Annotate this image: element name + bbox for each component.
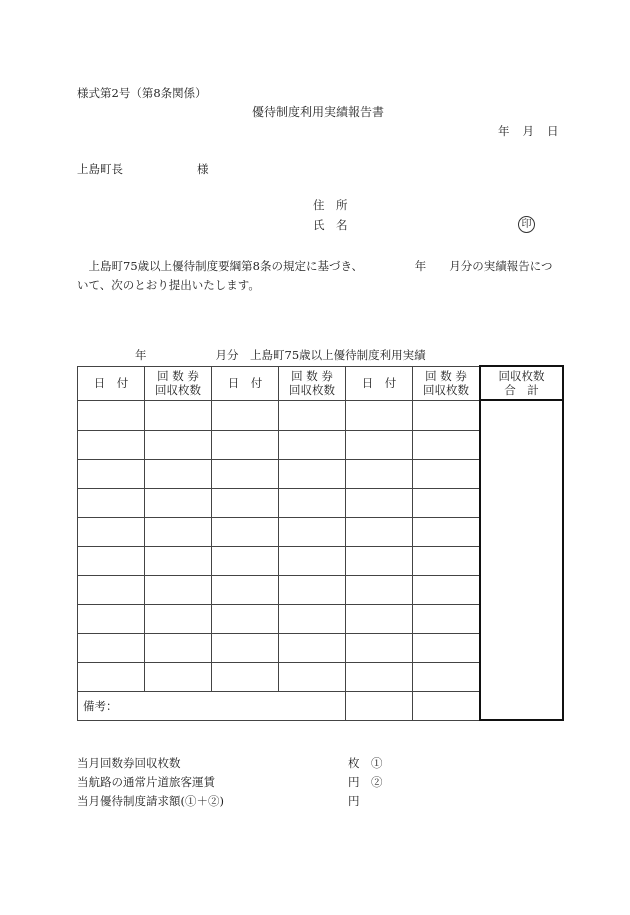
cell-count[interactable] <box>279 662 346 691</box>
report-date <box>498 123 559 139</box>
body-paragraph <box>77 257 559 295</box>
date-month: 月 <box>522 124 534 138</box>
cell-date[interactable] <box>78 459 145 488</box>
header-date-2: 日 付 <box>212 366 279 400</box>
cell-date[interactable] <box>346 633 413 662</box>
cell-date[interactable] <box>78 546 145 575</box>
header-collected-2-l1: 回 数 券 <box>291 369 333 383</box>
cell-date[interactable] <box>78 517 145 546</box>
table-row <box>78 400 564 430</box>
summary-value-claim <box>348 793 360 809</box>
header-total-l1: 回収枚数 <box>498 369 545 383</box>
total-cell[interactable] <box>480 400 563 720</box>
cell-date[interactable] <box>346 604 413 633</box>
cell-count[interactable] <box>279 430 346 459</box>
cell-date[interactable] <box>346 517 413 546</box>
cell-date[interactable] <box>212 633 279 662</box>
cell-count[interactable] <box>145 546 212 575</box>
cell-date[interactable] <box>212 604 279 633</box>
cell-count[interactable] <box>145 459 212 488</box>
summary-value-tickets <box>348 755 383 771</box>
cell-count[interactable] <box>413 459 481 488</box>
cell-count[interactable] <box>413 575 481 604</box>
remarks-label: 備考： <box>83 698 118 713</box>
table-caption: 年 月分 上島町75歳以上優待制度利用実績 <box>135 348 426 362</box>
header-collected-1 <box>145 366 212 400</box>
document-title: 優待制度利用実績報告書 <box>252 105 385 119</box>
summary-label-fare: 当航路の通常片道旅客運賃 <box>77 775 215 789</box>
cell-count[interactable] <box>279 488 346 517</box>
summary-value-fare <box>348 774 383 790</box>
cell-count[interactable] <box>145 430 212 459</box>
cell-count[interactable] <box>145 400 212 430</box>
date-year: 年 <box>498 124 510 138</box>
cell-date[interactable] <box>212 430 279 459</box>
header-total <box>480 366 563 400</box>
cell-count[interactable] <box>145 633 212 662</box>
remarks-cell[interactable] <box>78 691 346 720</box>
header-collected-1-l2: 回収枚数 <box>155 383 201 397</box>
cell-date[interactable] <box>346 546 413 575</box>
cell-count[interactable] <box>279 604 346 633</box>
header-collected-3-l2: 回収枚数 <box>423 383 469 397</box>
table-header-row <box>78 366 564 400</box>
cell-count[interactable] <box>279 400 346 430</box>
cell-count[interactable] <box>413 604 481 633</box>
remarks-extra-cell[interactable] <box>346 691 413 720</box>
header-collected-3 <box>413 366 481 400</box>
cell-date[interactable] <box>346 430 413 459</box>
cell-date[interactable] <box>346 400 413 430</box>
cell-count[interactable] <box>413 488 481 517</box>
cell-count[interactable] <box>279 633 346 662</box>
cell-date[interactable] <box>212 546 279 575</box>
name-label: 氏 名 <box>313 218 348 232</box>
cell-date[interactable] <box>212 662 279 691</box>
cell-date[interactable] <box>346 459 413 488</box>
cell-date[interactable] <box>212 400 279 430</box>
summary-marker: ① <box>371 756 383 770</box>
header-collected-3-l1: 回 数 券 <box>425 369 467 383</box>
cell-date[interactable] <box>78 400 145 430</box>
seal-mark: 印 <box>518 216 535 233</box>
header-collected-2 <box>279 366 346 400</box>
honorific: 様 <box>197 162 209 176</box>
header-collected-2-l2: 回収枚数 <box>289 383 335 397</box>
cell-date[interactable] <box>78 662 145 691</box>
cell-count[interactable] <box>279 517 346 546</box>
header-collected-1-l1: 回 数 券 <box>157 369 199 383</box>
cell-date[interactable] <box>212 575 279 604</box>
cell-count[interactable] <box>145 604 212 633</box>
usage-record-table <box>77 365 564 721</box>
summary-unit: 枚 <box>348 756 360 770</box>
cell-count[interactable] <box>279 546 346 575</box>
remarks-extra-cell[interactable] <box>413 691 481 720</box>
cell-count[interactable] <box>145 517 212 546</box>
cell-count[interactable] <box>145 575 212 604</box>
cell-date[interactable] <box>78 633 145 662</box>
summary-label-tickets: 当月回数券回収枚数 <box>77 756 181 770</box>
cell-date[interactable] <box>212 459 279 488</box>
cell-count[interactable] <box>413 517 481 546</box>
summary-marker: ② <box>371 775 383 789</box>
summary-unit: 円 <box>348 775 360 789</box>
cell-date[interactable] <box>212 517 279 546</box>
addressee: 上島町長 <box>77 162 123 176</box>
cell-count[interactable] <box>145 488 212 517</box>
summary-unit: 円 <box>348 794 360 808</box>
cell-date[interactable] <box>78 604 145 633</box>
cell-date[interactable] <box>212 488 279 517</box>
cell-date[interactable] <box>78 430 145 459</box>
cell-count[interactable] <box>413 400 481 430</box>
cell-date[interactable] <box>346 575 413 604</box>
form-number: 様式第2号（第8条関係） <box>77 86 207 100</box>
cell-date[interactable] <box>346 662 413 691</box>
cell-count[interactable] <box>413 546 481 575</box>
cell-date[interactable] <box>78 488 145 517</box>
cell-date[interactable] <box>346 488 413 517</box>
header-date-3: 日 付 <box>346 366 413 400</box>
body-text: 上島町75歳以上優待制度要綱第8条の規定に基づき、 年 月分の実績報告について、次のとおり提出いたします。 <box>77 259 553 292</box>
cell-count[interactable] <box>279 575 346 604</box>
address-label: 住 所 <box>313 198 348 212</box>
header-date-1: 日 付 <box>78 366 145 400</box>
cell-count[interactable] <box>279 459 346 488</box>
summary-label-claim: 当月優待制度請求額(①＋②) <box>77 794 224 808</box>
cell-count[interactable] <box>413 662 481 691</box>
header-total-l2: 合 計 <box>504 383 539 397</box>
cell-count[interactable] <box>413 633 481 662</box>
cell-date[interactable] <box>78 575 145 604</box>
cell-count[interactable] <box>413 430 481 459</box>
cell-count[interactable] <box>145 662 212 691</box>
date-day: 日 <box>547 124 559 138</box>
